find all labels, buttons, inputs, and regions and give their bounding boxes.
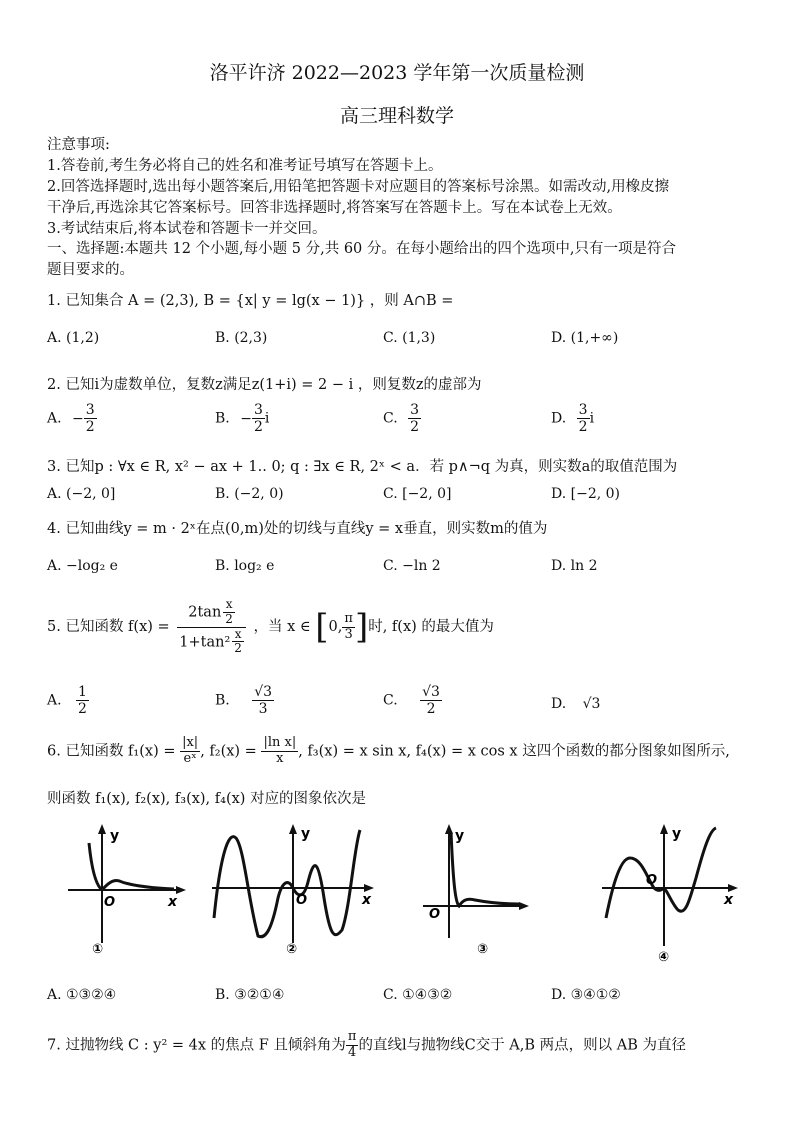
q5-option-a-denominator: 2 bbox=[78, 701, 87, 718]
q5-option-d-value: √3 bbox=[582, 696, 601, 712]
q5-numerator-half-angle-two: 2 bbox=[225, 611, 233, 626]
q5-middle: ，当 x ∈ bbox=[253, 619, 311, 636]
q3-stem: 3. 已知p : ∀x ∈ R, x² − ax + 1.. 0; q : ∃x ∈ R, 2ˣ < a．若 p∧¬q 为真，则实数a的取值范围为 bbox=[47, 459, 678, 475]
q5-option-b-fraction bbox=[252, 684, 274, 717]
q5-denominator bbox=[177, 628, 246, 657]
q2-option-c-numerator: 3 bbox=[410, 402, 420, 418]
q2-option-d-denominator: 2 bbox=[578, 419, 588, 436]
q4-option-d: D. ln 2 bbox=[551, 558, 598, 574]
q2-option-c-label: C. bbox=[383, 410, 398, 427]
q2-option-c-fraction bbox=[408, 402, 421, 435]
q2-option-a-denominator: 2 bbox=[85, 419, 95, 436]
q6-graph-2-label: ② bbox=[286, 942, 298, 957]
q2-option-d-label: D. bbox=[551, 410, 567, 427]
q2-option-a-label: A. bbox=[47, 410, 62, 427]
q5-option-a-fraction bbox=[76, 684, 89, 717]
q2-option-a-numerator: 3 bbox=[85, 402, 95, 418]
q5-option-a bbox=[47, 684, 89, 717]
q2-option-b-imaginary-unit: i bbox=[264, 410, 270, 427]
notice-heading: 注意事项: bbox=[47, 137, 110, 153]
q1-option-a: A. (1,2) bbox=[47, 330, 100, 346]
q7-angle-fraction bbox=[346, 1030, 359, 1061]
q6-option-c: C. ①④③② bbox=[383, 987, 453, 1003]
q5-function-fraction bbox=[177, 598, 246, 656]
q6-f1-denominator: eˣ bbox=[183, 750, 197, 766]
q5-interval-start: 0, bbox=[328, 619, 343, 636]
q6-graph-1-origin-label: O bbox=[104, 895, 116, 910]
q4-option-a: A. −log₂ e bbox=[47, 558, 118, 574]
q5-option-d-label: D. bbox=[551, 696, 567, 712]
q5-stem bbox=[47, 598, 494, 656]
q6-f1-fraction bbox=[180, 736, 200, 767]
q7-angle-denominator: 4 bbox=[348, 1044, 357, 1060]
q5-option-b-denominator: 3 bbox=[258, 701, 268, 718]
q5-option-d bbox=[551, 696, 600, 712]
q5-interval-end-three: 3 bbox=[344, 626, 353, 642]
q2-option-a-sign: − bbox=[72, 410, 84, 427]
q2-option-a bbox=[47, 402, 97, 435]
q5-suffix: 时, f(x) 的最大值为 bbox=[368, 619, 494, 636]
q1-option-b: B. (2,3) bbox=[215, 330, 268, 346]
q6-graph-1-label: ① bbox=[92, 942, 104, 957]
q6-prefix: 6. 已知函数 f₁(x) = bbox=[47, 743, 176, 760]
q5-option-b-label: B. bbox=[215, 692, 230, 709]
q7-suffix: 的直线l与抛物线C交于 A,B 两点，则以 AB 为直径 bbox=[358, 1037, 686, 1054]
q1-option-d: D. (1,+∞) bbox=[551, 330, 619, 346]
q5-option-c-denominator: 2 bbox=[426, 701, 436, 718]
q4-option-b: B. log₂ e bbox=[215, 558, 275, 574]
q6-graph-4-origin-label: O bbox=[646, 873, 658, 888]
notice-item-2-line-1: 2.回答选择题时,选出每小题答案后,用铅笔把答题卡对应题目的答案标号涂黑。如需改动,用橡皮擦 bbox=[47, 179, 670, 195]
q6-option-a: A. ①③②④ bbox=[47, 987, 117, 1003]
q6-graph-3 bbox=[415, 818, 535, 958]
q7-stem bbox=[47, 1030, 686, 1061]
q2-option-c-denominator: 2 bbox=[410, 419, 420, 436]
q5-option-c-label: C. bbox=[383, 692, 398, 709]
q6-f2-prefix: , f₂(x) = bbox=[200, 743, 257, 760]
q4-stem: 4. 已知曲线y = m · 2ˣ在点(0,m)处的切线与直线y = x垂直，则实数m的值为 bbox=[47, 521, 548, 537]
q1-option-c: C. (1,3) bbox=[383, 330, 436, 346]
q2-option-b-sign: − bbox=[240, 410, 252, 427]
q3-option-b: B. (−2, 0) bbox=[215, 486, 284, 502]
q6-graph-2-x-label: x bbox=[362, 892, 372, 908]
q2-option-b-denominator: 2 bbox=[253, 419, 263, 436]
q2-option-b-numerator: 3 bbox=[253, 402, 263, 418]
q6-f1-numerator: |x| bbox=[182, 735, 199, 750]
q6-graph-3-y-label: y bbox=[455, 828, 465, 844]
q5-option-c-fraction bbox=[420, 684, 442, 717]
q2-option-a-fraction bbox=[84, 402, 97, 435]
q5-interval-end-pi: π bbox=[344, 610, 353, 626]
q6-graph-3-label: ③ bbox=[477, 942, 489, 957]
q6-graph-2-origin-label: O bbox=[296, 893, 308, 908]
section-heading-line-2: 题目要求的。 bbox=[47, 262, 134, 278]
q5-option-c-numerator: √3 bbox=[422, 684, 440, 700]
q6-graph-2 bbox=[208, 818, 376, 958]
q5-numerator-half-angle-x: x bbox=[223, 598, 235, 613]
q6-stem-line-2: 则函数 f₁(x), f₂(x), f₃(x), f₄(x) 对应的图象依次是 bbox=[47, 791, 367, 807]
q5-numerator bbox=[177, 598, 246, 628]
q5-right-bracket: ] bbox=[354, 607, 369, 648]
q7-prefix: 7. 过抛物线 C : y² = 4x 的焦点 F 且倾斜角为 bbox=[47, 1037, 346, 1054]
notice-item-1: 1.答卷前,考生务必将自己的姓名和准考证号填写在答题卡上。 bbox=[47, 158, 443, 174]
q6-graph-2-y-label: y bbox=[301, 826, 311, 842]
q2-option-c bbox=[383, 402, 421, 435]
q2-option-d bbox=[551, 402, 594, 435]
q6-f2-denominator: x bbox=[276, 750, 284, 766]
notice-item-3: 3.考试结束后,将本试卷和答题卡一并交回。 bbox=[47, 221, 327, 237]
q5-denominator-half-angle-x: x bbox=[232, 628, 244, 643]
q6-graph-1-y-label: y bbox=[110, 828, 120, 844]
q1-stem: 1. 已知集合 A = (2,3), B = {x| y = lg(x − 1)} ，则 A∩B = bbox=[47, 293, 454, 309]
q5-option-b bbox=[215, 684, 274, 717]
q5-denominator-half-angle-two: 2 bbox=[234, 641, 242, 656]
q5-numerator-text: 2tan bbox=[188, 604, 222, 621]
section-heading-line-1: 一、选择题:本题共 12 个小题,每小题 5 分,共 60 分。在每小题给出的四个选项中,只有一项是符合 bbox=[47, 241, 676, 257]
q5-option-a-numerator: 1 bbox=[78, 684, 87, 700]
q2-option-d-numerator: 3 bbox=[578, 402, 588, 418]
q3-option-c: C. [−2, 0] bbox=[383, 486, 452, 502]
q2-option-d-imaginary-unit: i bbox=[589, 410, 595, 427]
q2-option-b-fraction bbox=[252, 402, 265, 435]
q5-interval-end bbox=[342, 612, 355, 643]
q6-graph-3-origin-label: O bbox=[429, 907, 441, 922]
q5-prefix: 5. 已知函数 f(x) = bbox=[47, 619, 170, 636]
q4-option-c: C. −ln 2 bbox=[383, 558, 441, 574]
q6-graph-4-x-label: x bbox=[724, 892, 734, 908]
q6-rest: , f₃(x) = x sin x, f₄(x) = x cos x 这四个函数的都分图象如图所示, bbox=[298, 743, 730, 760]
q5-option-c bbox=[383, 684, 442, 717]
q6-graph-4-y-label: y bbox=[672, 826, 682, 842]
q6-option-d: D. ③④①② bbox=[551, 987, 621, 1003]
q2-stem: 2. 已知i为虚数单位，复数z满足z(1+i) = 2 − i ，则复数z的虚部为 bbox=[47, 377, 482, 393]
q2-option-b bbox=[215, 402, 269, 435]
exam-title: 洛平许济 2022—2023 学年第一次质量检测 bbox=[209, 62, 585, 84]
q6-graph-4 bbox=[598, 818, 744, 966]
q6-stem-line-1 bbox=[47, 736, 730, 767]
q3-option-a: A. (−2, 0] bbox=[47, 486, 116, 502]
q5-numerator-half-angle bbox=[223, 598, 235, 627]
q6-f2-fraction bbox=[261, 736, 298, 767]
q3-option-d: D. [−2, 0) bbox=[551, 486, 620, 502]
q6-graph-1 bbox=[62, 818, 192, 958]
q7-angle-numerator: π bbox=[347, 1029, 357, 1044]
q6-graph-4-label: ④ bbox=[658, 950, 670, 965]
q5-denominator-half-angle bbox=[232, 628, 244, 657]
q2-option-b-label: B. bbox=[215, 410, 230, 427]
q5-option-b-numerator: √3 bbox=[254, 684, 273, 700]
q2-option-d-fraction bbox=[577, 402, 590, 435]
notice-item-2-line-2: 干净后,再选涂其它答案标号。回答非选择题时,将答案写在答题卡上。写在本试卷上无效。 bbox=[47, 200, 622, 216]
q5-left-bracket: [ bbox=[315, 607, 329, 648]
q6-f2-numerator: |ln x| bbox=[263, 735, 297, 750]
q5-option-a-label: A. bbox=[47, 692, 62, 709]
q6-option-b: B. ③②①④ bbox=[215, 987, 285, 1003]
q6-graph-1-x-label: x bbox=[168, 894, 178, 910]
exam-subtitle: 高三理科数学 bbox=[339, 105, 454, 127]
q5-denominator-text: 1+tan² bbox=[179, 633, 231, 650]
